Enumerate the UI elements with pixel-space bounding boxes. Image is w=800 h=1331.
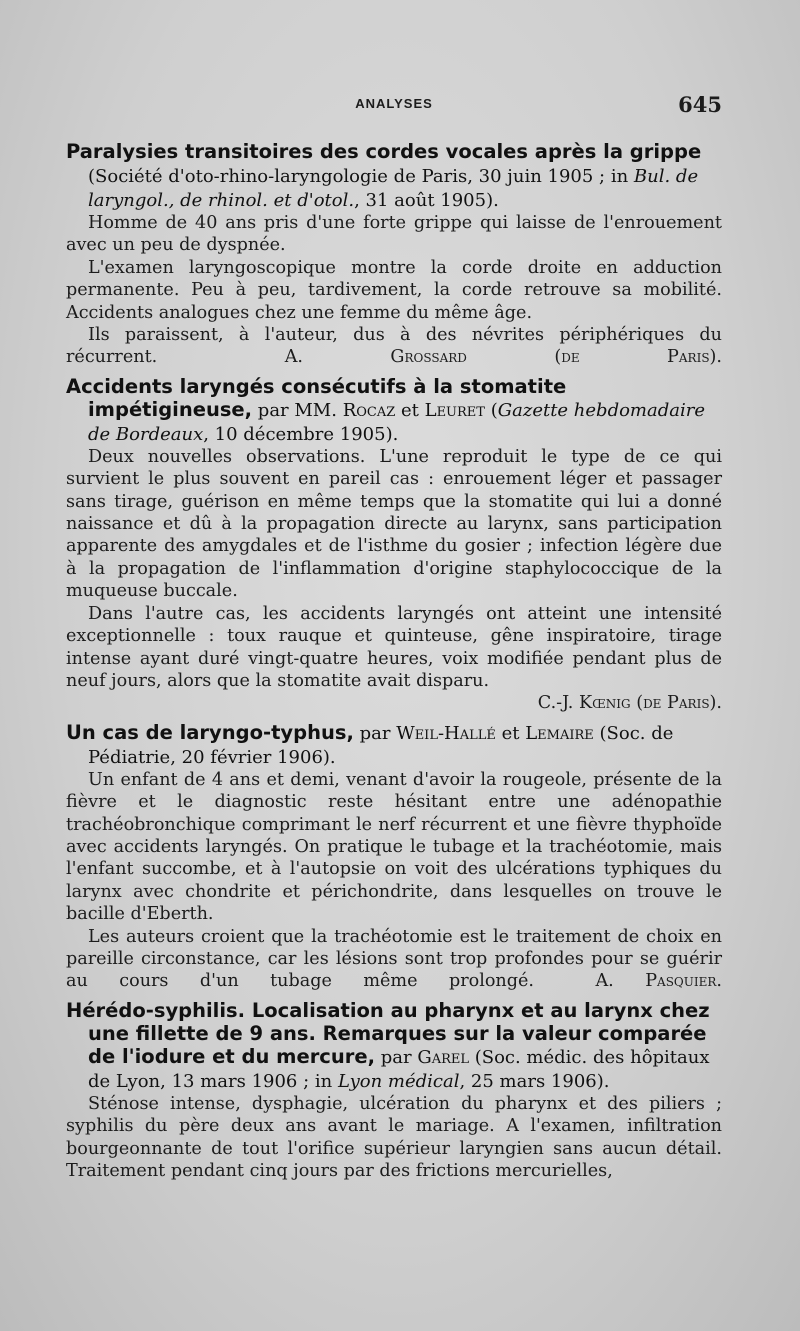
paragraph: Ils paraissent, à l'auteur, dus à des névrites périphériques du récurrent. A. Grossard (de Paris). (66, 325, 722, 368)
page-number: 645 (678, 92, 722, 117)
article-title: Paralysies transitoires des cordes vocales après la grippe (66, 140, 702, 163)
article-ref: (Société d'oto-rhino-laryngologie de Paris, 30 juin 1905 ; in Bul. de laryngol., de rhinol. et d'otol., 31 août 1905). (88, 166, 699, 211)
article-heading (66, 375, 722, 446)
article-ref: par Weil-Hallé et Lemaire (Soc. de Pédiatrie, 20 février 1906). (88, 722, 674, 768)
paragraph: Deux nouvelles observations. L'une reproduit le type de ce qui survient le plus souvent en pareil cas : enrouement léger et passager sans tirage, guérison en même temps que la stomatite qui lui a donné naissance et dû à la propagation directe au larynx, sans participation apparente des amygdales et de l'isthme du gosier ; infection légère due à la propagation de l'inflammation d'origine staphylococcique de la muqueuse buccale. (66, 446, 722, 602)
article-title: Un cas de laryngo-typhus, (66, 720, 354, 744)
signature: A. Pasquier. (595, 971, 722, 992)
article-accidents-laryngés (66, 375, 722, 715)
signature: A. Grossard (de Paris). (284, 347, 722, 368)
paragraph: Dans l'autre cas, les accidents laryngés ont atteint une intensité exceptionnelle : toux rauque et quinteuse, gêne inspiratoire, tirage intense ayant duré vingt-quatre heures, voix modifiée pendant plus de neuf jours, alors que la stomatite avait disparu. (66, 603, 722, 691)
article-paralysies (66, 140, 722, 369)
signature: C.-J. Kœnig (de Paris). (537, 693, 722, 714)
paragraph: Les auteurs croient que la trachéotomie est le traitement de choix en pareille circonstance, car les lésions sont trop profondes pour se guérir au cours d'un tubage même prolongé. A. Pasquier. (66, 926, 722, 992)
paragraph: Un enfant de 4 ans et demi, venant d'avoir la rougeole, présente de la fièvre et le diagnostic reste hésitant entre une adénopathie trachéobronchique comprimant le nerf récurrent et une fièvre thyphoïde avec accidents laryngés. On pratique le tubage et la trachéotomie, mais l'enfant succombe, et à l'autopsie on voit des ulcérations typhiques du larynx avec chondrite et périchondrite, dans lesquelles on trouve le bacille d'Eberth. (66, 769, 722, 925)
author: Lemaire (525, 722, 594, 744)
paragraph: Homme de 40 ans pris d'une forte grippe qui laisse de l'enrouement avec un peu de dyspnée. (66, 213, 722, 256)
article-ref: par MM. Rocaz et Leuret (Gazette hebdomadaire de Bordeaux, 10 décembre 1905). (88, 399, 705, 445)
journal-name: Bul. de laryngol., de rhinol. et d'otol. (88, 166, 699, 211)
author: Leuret (424, 399, 485, 421)
journal-name: Lyon médical (337, 1070, 460, 1092)
author: Garel (417, 1046, 469, 1068)
paragraph: L'examen laryngoscopique montre la corde droite en adduction permanente. Peu à peu, tardivement, la corde retrouve sa mobilité. Accidents analogues chez une femme du même âge. (66, 257, 722, 323)
journal-name: Gazette hebdomadaire de Bordeaux (88, 399, 705, 445)
article-column (66, 140, 722, 1188)
author: Rocaz (342, 399, 396, 421)
article-laryngo-typhus (66, 721, 722, 993)
article-heading (66, 999, 722, 1093)
running-head (66, 92, 722, 122)
article-heading (66, 140, 722, 212)
article-ref: par Garel (Soc. médic. des hôpitaux de Lyon, 13 mars 1906 ; in Lyon médical, 25 mars 1906). (88, 1046, 710, 1092)
running-head-title: ANALYSES (355, 96, 433, 111)
author: Weil-Hallé (396, 722, 496, 744)
article-title: Accidents laryngés consécutifs à la stomatite impétigineuse, (66, 374, 567, 421)
article-heading (66, 721, 722, 769)
article-title: Hérédo-syphilis. Localisation au pharynx et au larynx chez une fillette de 9 ans. Remarques sur la valeur comparée de l'iodure et du mercure, (66, 998, 710, 1068)
article-heredo-syphilis (66, 999, 722, 1183)
paragraph: Sténose intense, dysphagie, ulcération du pharynx et des piliers ; syphilis du père deux ans avant le mariage. A l'examen, infiltration bourgeonnante de tout l'orifice supérieur laryngien sans aucun détail. Traitement pendant cinq jours par des frictions mercurielles, (66, 1093, 722, 1181)
